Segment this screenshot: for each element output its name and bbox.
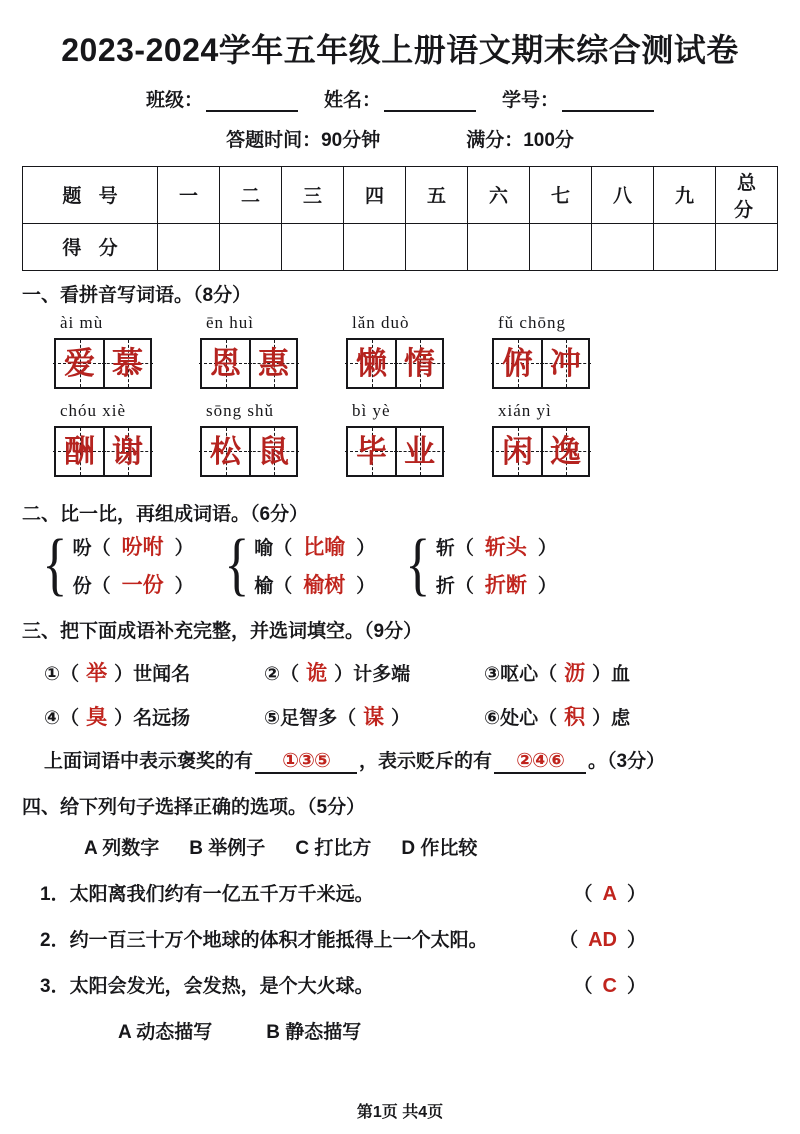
idiom-suffix: ）世闻名 [114,663,191,685]
char-cell[interactable] [541,428,588,475]
close-paren: ） [174,537,194,559]
close-paren: ） [537,575,557,597]
answer-bracket[interactable] [574,971,646,998]
page-title: 2023-2024学年五年级上册语文期末综合测试卷 [61,32,739,68]
answer-word: 斩头 [484,535,527,559]
pinyin-row-2 [22,401,778,477]
col-header-7: 七 [530,166,592,223]
idiom-prefix: ⑤足智多（ [264,707,357,729]
list-item [436,531,557,561]
question-2 [22,925,778,952]
col-header-4: 四 [344,166,406,223]
idiom-prefix: ②（ [264,663,300,685]
compare-items [436,531,557,599]
name-field[interactable] [324,85,476,112]
char-cell[interactable] [541,340,588,387]
answer-char: 逸 [550,433,581,469]
char-cell[interactable] [395,428,442,475]
char-cell[interactable] [395,340,442,387]
name-blank[interactable] [384,93,476,112]
row-label-question-number: 题 号 [23,166,158,223]
compare-group-1 [38,525,194,603]
pinyin-label: ēn huì [206,312,255,332]
option-dynamic-description[interactable]: A 动态描写 [118,1021,213,1043]
char-grid[interactable] [200,338,298,389]
close-paren: ） [626,975,646,997]
option-list-1 [22,833,778,860]
list-item [73,531,194,561]
prompt-char: 斩（ [435,537,474,559]
answer-char: 举 [86,661,108,685]
answer-char: 恩 [210,345,241,381]
student-id-blank[interactable] [562,93,654,112]
idiom-item-4 [44,701,264,731]
pinyin-group-4 [492,313,638,389]
idiom-prefix: ①（ [44,663,80,685]
answer-char: 毕 [356,433,387,469]
close-paren: ） [537,537,557,559]
answer-letter: A [602,882,617,905]
idiom-prefix: ③呕心（ [484,663,558,685]
answer-char: 惰 [404,345,435,381]
char-cell[interactable] [56,340,103,387]
pinyin-label: ài mù [60,312,104,332]
question-1 [22,879,778,906]
open-paren: （ [573,883,593,905]
prompt-char: 榆（ [254,575,293,597]
answer-char: 酬 [64,433,95,469]
idiom-item-6 [484,701,704,731]
exam-duration: 答题时间：90分钟 [226,129,381,151]
score-cell-5[interactable] [406,223,468,270]
answer-word: 比喻 [303,535,346,559]
char-cell[interactable] [494,428,541,475]
answer-char: 惠 [258,345,289,381]
name-label: 姓名： [323,89,381,111]
answer-char: 俯 [502,345,533,381]
option-a[interactable]: A 列数字 [84,837,160,859]
answer-char: 慕 [112,345,143,381]
classify-fill-line [22,746,778,774]
answer-char: 谢 [112,433,143,469]
answer-char: 沥 [564,661,586,685]
answer-char: 积 [564,705,586,729]
char-cell[interactable] [494,340,541,387]
char-grid[interactable] [54,426,152,477]
pinyin-group-6 [200,401,346,477]
close-paren: ） [356,575,376,597]
idiom-item-1 [44,657,264,687]
answer-char: 松 [210,433,241,469]
question-text: 3．太阳会发光，会发热，是个大火球。 [40,975,374,997]
score-cell-6[interactable] [468,223,530,270]
option-static-description[interactable]: B 静态描写 [266,1021,362,1043]
answer-char: 闲 [502,433,533,469]
close-paren: ） [626,883,646,905]
student-id-field[interactable] [502,85,654,112]
answer-char: 冲 [550,345,581,381]
pinyin-group-8 [492,401,638,477]
praise-answer-blank[interactable]: ①③⑤ [255,751,357,774]
section-2-heading: 二、比一比，再组成词语。（6分） [22,503,309,525]
page-footer: 第1页 共4页 [356,1104,444,1121]
score-cell-9[interactable] [654,223,716,270]
char-cell[interactable] [202,340,249,387]
answer-char: 懒 [356,345,387,381]
open-paren: （ [559,929,579,951]
prompt-char: 吩（ [72,537,111,559]
option-d[interactable]: D 作比较 [401,837,478,859]
score-cell-4[interactable] [344,223,406,270]
char-grid[interactable] [346,338,444,389]
criticize-answer-blank[interactable]: ②④⑥ [494,751,586,774]
option-c[interactable]: C 打比方 [295,837,372,859]
char-grid[interactable] [200,426,298,477]
prompt-char: 喻（ [254,537,293,559]
option-list-2 [22,1017,778,1044]
answer-bracket[interactable] [559,925,646,952]
answer-letter: C [602,974,617,997]
pinyin-group-1 [54,313,200,389]
char-cell[interactable] [202,428,249,475]
compare-items [254,531,375,599]
list-item [254,569,375,599]
col-header-9: 九 [654,166,716,223]
char-grid[interactable] [54,338,152,389]
answer-char: 谋 [363,705,385,729]
pinyin-label: bì yè [352,400,391,420]
col-header-1: 一 [158,166,220,223]
fill-tail-text: 。（3分） [588,750,666,772]
pinyin-group-7 [346,401,492,477]
answer-char: 爱 [64,345,95,381]
score-cell-2[interactable] [220,223,282,270]
section-1-heading: 一、看拼音写词语。（8分） [22,284,252,306]
idiom-suffix: ）血 [592,663,631,685]
idiom-item-5 [264,701,484,731]
idiom-prefix: ⑥处心（ [484,707,558,729]
compare-items [73,531,194,599]
idiom-item-2 [264,657,484,687]
score-cell-total[interactable] [716,223,778,270]
idiom-suffix: ） [391,707,411,729]
option-b[interactable]: B 举例子 [189,837,266,859]
answer-word: 榆树 [303,573,346,597]
pinyin-label: xián yì [498,400,552,420]
col-header-8: 八 [592,166,654,223]
class-label: 班级： [145,89,203,111]
compare-group-3 [401,525,557,603]
pinyin-group-2 [200,313,346,389]
answer-bracket[interactable] [574,879,646,906]
table-row-scores [23,223,778,270]
col-header-total: 总 分 [716,166,778,223]
list-item [254,531,375,561]
col-header-5: 五 [406,166,468,223]
prompt-char: 折（ [435,575,474,597]
answer-char: 业 [404,433,435,469]
compare-group-2 [220,525,376,603]
table-row-question-numbers [23,166,778,223]
question-text: 2．约一百三十万个地球的体积才能抵得上一个太阳。 [40,929,488,951]
close-paren: ） [356,537,376,559]
row-label-score: 得 分 [23,223,158,270]
list-item [73,569,194,599]
idiom-suffix: ）虑 [592,707,631,729]
answer-char: 臭 [86,705,108,729]
answer-letter: AD [588,928,617,951]
idiom-prefix: ④（ [44,707,80,729]
answer-word: 吩咐 [121,535,164,559]
section-3-heading: 三、把下面成语补充完整，并选词填空。（9分） [22,620,423,642]
char-grid[interactable] [492,338,590,389]
pinyin-row-1 [22,313,778,389]
fill-middle-text: ，表示贬斥的有 [359,750,493,772]
exam-total-score: 满分：100分 [466,129,574,151]
idiom-suffix: ）名远扬 [114,707,191,729]
col-header-2: 二 [220,166,282,223]
char-cell[interactable] [348,340,395,387]
idiom-row-2 [22,701,778,731]
pinyin-group-3 [346,313,492,389]
col-header-6: 六 [468,166,530,223]
compare-word-row [22,525,778,603]
student-id-label: 学号： [502,89,560,111]
question-text: 1．太阳离我们约有一亿五千万千米远。 [40,883,374,905]
score-table [22,166,778,271]
char-cell[interactable] [249,428,296,475]
open-paren: （ [573,975,593,997]
class-field[interactable] [146,85,298,112]
char-cell[interactable] [103,340,150,387]
char-cell[interactable] [249,340,296,387]
section-4-heading: 四、给下列句子选择正确的选项。（5分） [22,796,366,818]
char-cell[interactable] [103,428,150,475]
char-cell[interactable] [56,428,103,475]
idiom-item-3 [484,657,704,687]
char-cell[interactable] [348,428,395,475]
question-3 [22,971,778,998]
pinyin-label: fǔ chōng [498,312,566,332]
close-paren: ） [174,575,194,597]
idiom-row-1 [22,657,778,687]
col-header-3: 三 [282,166,344,223]
answer-word: 一份 [121,573,164,597]
close-paren: ） [626,929,646,951]
curly-brace-icon: { [42,525,68,603]
char-grid[interactable] [492,426,590,477]
pinyin-group-5 [54,401,200,477]
answer-word: 折断 [484,573,527,597]
pinyin-label: chóu xiè [60,400,127,420]
curly-brace-icon: { [223,525,250,603]
score-cell-8[interactable] [592,223,654,270]
class-blank[interactable] [206,93,298,112]
answer-char: 鼠 [258,433,289,469]
score-cell-7[interactable] [530,223,592,270]
exam-meta-row [22,125,778,152]
curly-brace-icon: { [405,525,431,603]
score-cell-1[interactable] [158,223,220,270]
idiom-suffix: ）计多端 [334,663,411,685]
char-grid[interactable] [346,426,444,477]
pinyin-label: sōng shǔ [206,400,274,420]
student-info-row [22,85,778,112]
list-item [436,569,557,599]
pinyin-label: lǎn duò [352,312,410,332]
answer-char: 诡 [306,661,328,685]
score-cell-3[interactable] [282,223,344,270]
prompt-char: 份（ [72,575,111,597]
fill-lead-text: 上面词语中表示褒奖的有 [44,750,254,772]
